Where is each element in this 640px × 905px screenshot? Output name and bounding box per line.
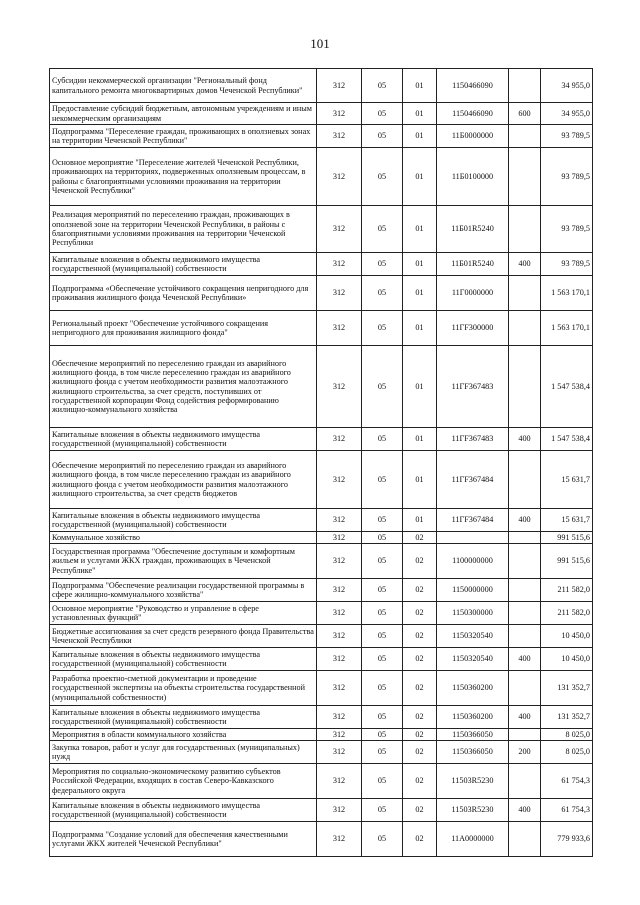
subsection-code-cell: 02 [403, 729, 437, 741]
section-code-cell: 05 [362, 103, 403, 125]
dept-code-cell: 312 [317, 428, 362, 451]
subsection-code-cell: 01 [403, 103, 437, 125]
subsection-code-cell: 01 [403, 206, 437, 253]
budget-table [49, 68, 593, 857]
subsection-code-cell: 01 [403, 428, 437, 451]
table-row [50, 311, 593, 346]
description-cell: Подпрограмма "Обеспечение реализации государственной программы в сфере жилищно-коммунального хозяйства" [50, 579, 317, 602]
section-code-cell: 05 [362, 276, 403, 311]
table-row [50, 741, 593, 764]
table-row [50, 428, 593, 451]
target-article-cell: 11ГF367484 [437, 451, 509, 509]
dept-code-cell: 312 [317, 764, 362, 799]
dept-code-cell: 312 [317, 729, 362, 741]
subsection-code-cell: 01 [403, 69, 437, 103]
section-code-cell: 05 [362, 253, 403, 276]
expense-type-cell [509, 729, 541, 741]
target-article-cell: 11503R5230 [437, 799, 509, 822]
table-row [50, 625, 593, 648]
dept-code-cell: 312 [317, 103, 362, 125]
target-article-cell: 1150300000 [437, 602, 509, 625]
description-cell: Основное мероприятие "Руководство и управление в сфере установленных функций" [50, 602, 317, 625]
expense-type-cell [509, 148, 541, 206]
dept-code-cell: 312 [317, 648, 362, 671]
table-row [50, 276, 593, 311]
description-cell: Капитальные вложения в объекты недвижимого имущества государственной (муниципальной) собственности [50, 428, 317, 451]
target-article-cell: 11Б0000000 [437, 125, 509, 148]
subsection-code-cell: 02 [403, 741, 437, 764]
expense-type-cell [509, 602, 541, 625]
dept-code-cell: 312 [317, 509, 362, 532]
table-row [50, 544, 593, 579]
target-article-cell: 11ГF367483 [437, 346, 509, 428]
description-cell: Субсидии некоммерческой организации "Региональный фонд капитального ремонта многоквартирных домов Чеченской Республики" [50, 69, 317, 103]
section-code-cell: 05 [362, 625, 403, 648]
table-row [50, 602, 593, 625]
subsection-code-cell: 01 [403, 346, 437, 428]
page-number: 101 [310, 36, 330, 51]
description-cell: Основное мероприятие "Переселение жителей Чеченской Республики, проживающих на территориях, подверженных оползневым процессам, в районы с благоприятными условиями проживания на территории Чеченской Республики" [50, 148, 317, 206]
subsection-code-cell: 02 [403, 602, 437, 625]
expense-type-cell: 400 [509, 648, 541, 671]
amount-cell: 10 450,0 [541, 625, 593, 648]
section-code-cell: 05 [362, 648, 403, 671]
dept-code-cell: 312 [317, 799, 362, 822]
subsection-code-cell: 02 [403, 706, 437, 729]
amount-cell: 991 515,6 [541, 544, 593, 579]
amount-cell: 1 563 170,1 [541, 276, 593, 311]
subsection-code-cell: 02 [403, 544, 437, 579]
amount-cell: 1 547 538,4 [541, 346, 593, 428]
description-cell: Мероприятия в области коммунального хозяйства [50, 729, 317, 741]
subsection-code-cell: 02 [403, 532, 437, 544]
target-article-cell: 1150466090 [437, 69, 509, 103]
description-cell: Обеспечение мероприятий по переселению граждан из аварийного жилищного фонда, в том числе переселению граждан из аварийного жилищного фонда с учетом необходимости развития малоэтажного жилищного строительства, за счет средств, поступивших от государственной корпорации Фонд содействия реформированию жилищно-коммунального хозяйства [50, 346, 317, 428]
section-code-cell: 05 [362, 509, 403, 532]
target-article-cell: 11503R5230 [437, 764, 509, 799]
subsection-code-cell: 01 [403, 125, 437, 148]
description-cell: Коммунальное хозяйство [50, 532, 317, 544]
dept-code-cell: 312 [317, 625, 362, 648]
dept-code-cell: 312 [317, 125, 362, 148]
target-article-cell: 1150360200 [437, 671, 509, 706]
description-cell: Подпрограмма «Обеспечение устойчивого сокращения непригодного для проживания жилищного фонда Чеченской Республики» [50, 276, 317, 311]
expense-type-cell [509, 532, 541, 544]
amount-cell: 61 754,3 [541, 764, 593, 799]
table-row [50, 706, 593, 729]
table-row [50, 729, 593, 741]
dept-code-cell: 312 [317, 741, 362, 764]
amount-cell: 93 789,5 [541, 206, 593, 253]
expense-type-cell [509, 822, 541, 857]
subsection-code-cell: 02 [403, 625, 437, 648]
subsection-code-cell: 01 [403, 509, 437, 532]
dept-code-cell: 312 [317, 451, 362, 509]
target-article-cell: 11ГF367483 [437, 428, 509, 451]
description-cell: Подпрограмма "Переселение граждан, проживающих в оползневых зонах на территории Чеченской Республики" [50, 125, 317, 148]
target-article-cell: 1100000000 [437, 544, 509, 579]
description-cell: Обеспечение мероприятий по переселению граждан из аварийного жилищного фонда, в том числе переселению граждан из аварийного жилищного фонда с учетом необходимости развития малоэтажного жилищного строительства, за счет средств бюджетов [50, 451, 317, 509]
section-code-cell: 05 [362, 764, 403, 799]
subsection-code-cell: 01 [403, 451, 437, 509]
expense-type-cell [509, 276, 541, 311]
section-code-cell: 05 [362, 706, 403, 729]
subsection-code-cell: 02 [403, 799, 437, 822]
subsection-code-cell: 02 [403, 579, 437, 602]
table-row [50, 206, 593, 253]
amount-cell: 93 789,5 [541, 148, 593, 206]
expense-type-cell [509, 125, 541, 148]
dept-code-cell: 312 [317, 671, 362, 706]
table-row [50, 671, 593, 706]
amount-cell: 34 955,0 [541, 103, 593, 125]
expense-type-cell: 400 [509, 428, 541, 451]
target-article-cell: 11ГF367484 [437, 509, 509, 532]
section-code-cell: 05 [362, 311, 403, 346]
table-row [50, 648, 593, 671]
expense-type-cell [509, 346, 541, 428]
expense-type-cell: 600 [509, 103, 541, 125]
target-article-cell: 1150360200 [437, 706, 509, 729]
expense-type-cell [509, 671, 541, 706]
amount-cell: 1 563 170,1 [541, 311, 593, 346]
subsection-code-cell: 02 [403, 648, 437, 671]
description-cell: Разработка проектно-сметной документации и проведение государственной экспертизы на объекты строительства государственной (муниципальной собственности) [50, 671, 317, 706]
description-cell: Мероприятия по социально-экономическому развитию субъектов Российской Федерации, входящих в состав Северо-Кавказского федерального округа [50, 764, 317, 799]
amount-cell: 93 789,5 [541, 125, 593, 148]
section-code-cell: 05 [362, 451, 403, 509]
section-code-cell: 05 [362, 602, 403, 625]
section-code-cell: 05 [362, 741, 403, 764]
target-article-cell: 11Б01R5240 [437, 253, 509, 276]
table-row [50, 451, 593, 509]
section-code-cell: 05 [362, 428, 403, 451]
target-article-cell [437, 532, 509, 544]
dept-code-cell: 312 [317, 602, 362, 625]
table-row [50, 253, 593, 276]
section-code-cell: 05 [362, 544, 403, 579]
target-article-cell: 1150366050 [437, 729, 509, 741]
dept-code-cell: 312 [317, 532, 362, 544]
table-row [50, 509, 593, 532]
dept-code-cell: 312 [317, 253, 362, 276]
target-article-cell: 1150320540 [437, 625, 509, 648]
section-code-cell: 05 [362, 206, 403, 253]
description-cell: Капитальные вложения в объекты недвижимого имущества государственной (муниципальной) собственности [50, 706, 317, 729]
target-article-cell: 11А0000000 [437, 822, 509, 857]
description-cell: Региональный проект "Обеспечение устойчивого сокращения непригодного для проживания жилищного фонда" [50, 311, 317, 346]
table-row [50, 799, 593, 822]
amount-cell: 779 933,6 [541, 822, 593, 857]
expense-type-cell: 400 [509, 706, 541, 729]
subsection-code-cell: 02 [403, 822, 437, 857]
expense-type-cell: 400 [509, 253, 541, 276]
expense-type-cell [509, 764, 541, 799]
amount-cell: 15 631,7 [541, 451, 593, 509]
dept-code-cell: 312 [317, 311, 362, 346]
section-code-cell: 05 [362, 532, 403, 544]
amount-cell: 131 352,7 [541, 706, 593, 729]
amount-cell: 1 547 538,4 [541, 428, 593, 451]
description-cell: Бюджетные ассигнования за счет средств резервного фонда Правительства Чеченской Республики [50, 625, 317, 648]
subsection-code-cell: 02 [403, 764, 437, 799]
amount-cell: 10 450,0 [541, 648, 593, 671]
table-row [50, 532, 593, 544]
expense-type-cell [509, 311, 541, 346]
section-code-cell: 05 [362, 579, 403, 602]
table-row [50, 69, 593, 103]
target-article-cell: 11Б0100000 [437, 148, 509, 206]
expense-type-cell [509, 579, 541, 602]
target-article-cell: 11ГF300000 [437, 311, 509, 346]
amount-cell: 93 789,5 [541, 253, 593, 276]
table-row [50, 822, 593, 857]
expense-type-cell [509, 451, 541, 509]
amount-cell: 991 515,6 [541, 532, 593, 544]
section-code-cell: 05 [362, 346, 403, 428]
target-article-cell: 1150366050 [437, 741, 509, 764]
description-cell: Государственная программа "Обеспечение доступным и комфортным жильем и услугами ЖКХ граждан, проживающих в Чеченской Республике" [50, 544, 317, 579]
section-code-cell: 05 [362, 799, 403, 822]
expense-type-cell: 200 [509, 741, 541, 764]
description-cell: Капитальные вложения в объекты недвижимого имущества государственной (муниципальной) собственности [50, 648, 317, 671]
expense-type-cell: 400 [509, 509, 541, 532]
table-row [50, 103, 593, 125]
section-code-cell: 05 [362, 822, 403, 857]
table-row [50, 148, 593, 206]
description-cell: Капитальные вложения в объекты недвижимого имущества государственной (муниципальной) собственности [50, 509, 317, 532]
dept-code-cell: 312 [317, 346, 362, 428]
section-code-cell: 05 [362, 69, 403, 103]
subsection-code-cell: 01 [403, 148, 437, 206]
dept-code-cell: 312 [317, 69, 362, 103]
description-cell: Закупка товаров, работ и услуг для государственных (муниципальных) нужд [50, 741, 317, 764]
amount-cell: 131 352,7 [541, 671, 593, 706]
dept-code-cell: 312 [317, 206, 362, 253]
table-row [50, 764, 593, 799]
section-code-cell: 05 [362, 125, 403, 148]
expense-type-cell [509, 206, 541, 253]
subsection-code-cell: 01 [403, 276, 437, 311]
subsection-code-cell: 01 [403, 253, 437, 276]
dept-code-cell: 312 [317, 544, 362, 579]
amount-cell: 211 582,0 [541, 602, 593, 625]
dept-code-cell: 312 [317, 579, 362, 602]
table-row [50, 346, 593, 428]
dept-code-cell: 312 [317, 822, 362, 857]
description-cell: Капитальные вложения в объекты недвижимого имущества государственной (муниципальной) собственности [50, 253, 317, 276]
amount-cell: 34 955,0 [541, 69, 593, 103]
amount-cell: 8 025,0 [541, 729, 593, 741]
target-article-cell: 1150320540 [437, 648, 509, 671]
table-row [50, 125, 593, 148]
target-article-cell: 11Г0000000 [437, 276, 509, 311]
expense-type-cell [509, 544, 541, 579]
target-article-cell: 1150466090 [437, 103, 509, 125]
amount-cell: 61 754,3 [541, 799, 593, 822]
amount-cell: 15 631,7 [541, 509, 593, 532]
amount-cell: 211 582,0 [541, 579, 593, 602]
table-row [50, 579, 593, 602]
expense-type-cell [509, 625, 541, 648]
expense-type-cell [509, 69, 541, 103]
dept-code-cell: 312 [317, 706, 362, 729]
expense-type-cell: 400 [509, 799, 541, 822]
description-cell: Предоставление субсидий бюджетным, автономным учреждениям и иным некоммерческим организациям [50, 103, 317, 125]
target-article-cell: 11Б01R5240 [437, 206, 509, 253]
subsection-code-cell: 02 [403, 671, 437, 706]
description-cell: Реализация мероприятий по переселению граждан, проживающих в оползневой зоне на территории Чеченской Республики, в районы с благоприятными условиями проживания на территории Чеченской Республики [50, 206, 317, 253]
dept-code-cell: 312 [317, 148, 362, 206]
section-code-cell: 05 [362, 729, 403, 741]
description-cell: Подпрограмма "Создание условий для обеспечения качественными услугами ЖКХ жителей Чеченской Республики" [50, 822, 317, 857]
subsection-code-cell: 01 [403, 311, 437, 346]
section-code-cell: 05 [362, 148, 403, 206]
description-cell: Капитальные вложения в объекты недвижимого имущества государственной (муниципальной) собственности [50, 799, 317, 822]
target-article-cell: 1150000000 [437, 579, 509, 602]
dept-code-cell: 312 [317, 276, 362, 311]
amount-cell: 8 025,0 [541, 741, 593, 764]
section-code-cell: 05 [362, 671, 403, 706]
